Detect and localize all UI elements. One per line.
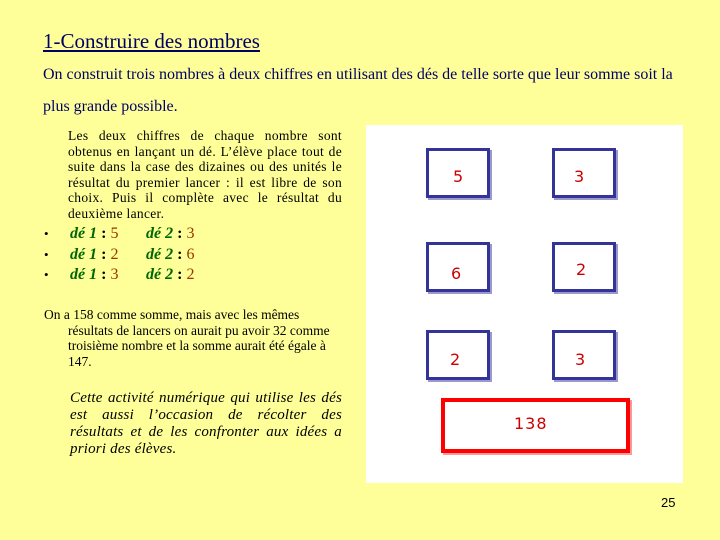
units-box <box>552 330 616 380</box>
result-box <box>441 398 630 453</box>
tens-box <box>426 242 490 292</box>
tens-digit: 6 <box>451 264 462 283</box>
summary-first-line: On a 158 comme somme, mais avec les mêmes <box>44 307 300 322</box>
colon: : <box>101 245 107 263</box>
bullet: • <box>44 246 49 262</box>
dice-roll-item <box>44 246 194 267</box>
die-2-value: 2 <box>186 266 195 283</box>
bullet: • <box>44 267 49 282</box>
colon: : <box>177 266 183 283</box>
activity-note: Cette activité numérique qui utilise les dés est aussi l’occasion de récolter des résultats et de les confronter aux idées a priori des élèves. <box>70 390 342 457</box>
units-digit: 3 <box>575 350 586 369</box>
units-box <box>552 242 616 292</box>
dice-roll-item <box>44 266 194 287</box>
die-2-value: 3 <box>186 225 195 242</box>
summary-rest: résultats de lancers on aurait pu avoir 32 comme troisième nombre et la somme aurait été égale à 147. <box>68 322 330 369</box>
die-1-value: 2 <box>110 245 119 263</box>
die-1-value: 3 <box>110 266 119 283</box>
die-2-value: 6 <box>186 245 195 263</box>
slide-title: 1-Construire des nombres <box>43 29 260 53</box>
dice-roll-item <box>44 225 194 246</box>
tens-box <box>426 148 490 198</box>
tens-digit: 2 <box>450 350 461 369</box>
die-2-label: dé 2 <box>146 245 174 263</box>
page-number: 25 <box>661 495 676 510</box>
die-1-label: dé 1 <box>70 266 98 283</box>
colon: : <box>101 266 107 283</box>
bullet: • <box>44 226 49 241</box>
colon: : <box>177 225 183 242</box>
number-boxes-panel <box>366 125 683 483</box>
units-box <box>552 148 616 198</box>
result-value: 138 <box>514 414 548 433</box>
die-2-label: dé 2 <box>146 225 174 242</box>
summary-text <box>44 307 344 369</box>
colon: : <box>101 225 107 242</box>
die-1-value: 5 <box>110 225 119 242</box>
tens-digit: 5 <box>453 167 464 186</box>
colon: : <box>177 245 183 263</box>
explanation-text: Les deux chiffres de chaque nombre sont obtenus en lançant un dé. L’élève place tout de suite dans la case des dizaines ou des unités le résultat du premier lancer : il est libre de son choix. Puis il complète avec le résultat du deuxième lancer. <box>68 128 342 221</box>
die-1-label: dé 1 <box>70 225 98 242</box>
dice-roll-list <box>44 225 194 287</box>
die-1-label: dé 1 <box>70 245 98 263</box>
tens-box <box>426 330 490 380</box>
die-2-label: dé 2 <box>146 266 174 283</box>
intro-text: On construit trois nombres à deux chiffres en utilisant des dés de telle sorte que leur somme soit la plus grande possible. <box>43 66 673 115</box>
units-digit: 2 <box>576 260 587 279</box>
units-digit: 3 <box>574 167 585 186</box>
